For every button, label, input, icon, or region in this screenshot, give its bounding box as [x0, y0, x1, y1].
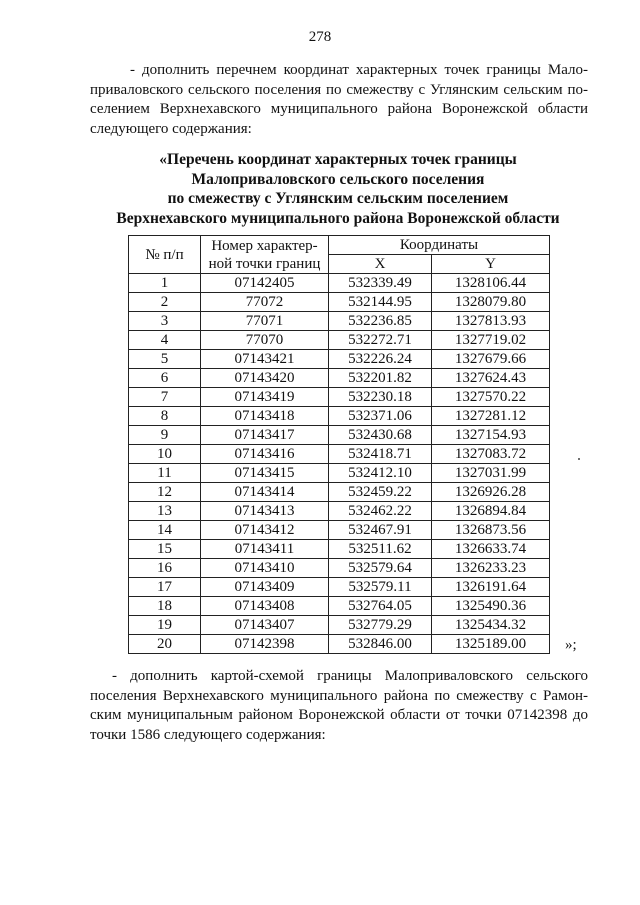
table-row: [129, 635, 550, 654]
table-row: [129, 350, 550, 369]
outro-paragraph: [90, 667, 588, 745]
cell-num: 12: [129, 483, 201, 502]
intro-line-2: приваловского сельского поселения по смежеству с Углянским сельским по-: [90, 81, 588, 98]
cell-y: 1328106.44: [432, 274, 550, 293]
table-row: [129, 559, 550, 578]
cell-num: 10: [129, 445, 201, 464]
cell-num: 15: [129, 540, 201, 559]
table-row: [129, 445, 550, 464]
cell-num: 19: [129, 616, 201, 635]
table-title-line-3: по смежеству с Углянским сельским поселением: [167, 190, 509, 207]
outro-line-3: ским муниципальным районом Воронежской области от точки 07142398 до: [90, 707, 588, 723]
cell-point: 07143409: [201, 578, 329, 597]
cell-y: 1326894.84: [432, 502, 550, 521]
cell-y: 1328079.80: [432, 293, 550, 312]
table-row: [129, 274, 550, 293]
table-title-line-4: Верхнехавского муниципального района Воронежской области: [116, 209, 560, 227]
cell-y: 1325189.00: [432, 635, 550, 654]
cell-y: 1326633.74: [432, 540, 550, 559]
header-point-line-2: ной точки границ: [208, 255, 321, 272]
table-title: [90, 150, 586, 228]
cell-point: 07143420: [201, 369, 329, 388]
cell-point: 07142405: [201, 274, 329, 293]
cell-num: 5: [129, 350, 201, 369]
cell-x: 532764.05: [329, 597, 432, 616]
header-num: № п/п: [129, 236, 201, 274]
cell-num: 9: [129, 426, 201, 445]
cell-y: 1327083.72: [432, 445, 550, 464]
cell-x: 532201.82: [329, 369, 432, 388]
cell-x: 532371.06: [329, 407, 432, 426]
cell-x: 532511.62: [329, 540, 432, 559]
table-row: [129, 521, 550, 540]
stray-mark: [578, 458, 580, 460]
intro-line-4: следующего содержания:: [90, 120, 252, 137]
table-row: [129, 502, 550, 521]
cell-x: 532579.11: [329, 578, 432, 597]
cell-y: 1327281.12: [432, 407, 550, 426]
table-row: [129, 331, 550, 350]
header-point-line-1: Номер характер-: [211, 237, 318, 254]
table-row: [129, 540, 550, 559]
table-row: [129, 616, 550, 635]
cell-y: 1326191.64: [432, 578, 550, 597]
table-row: [129, 388, 550, 407]
header-point: [201, 236, 329, 274]
table-title-line-1: «Перечень координат характерных точек границы: [159, 151, 517, 168]
cell-point: 07143407: [201, 616, 329, 635]
cell-point: 07143415: [201, 464, 329, 483]
intro-line-1: - дополнить перечнем координат характерных точек границы Мало-: [130, 62, 588, 78]
table-row: [129, 578, 550, 597]
cell-x: 532579.64: [329, 559, 432, 578]
cell-num: 18: [129, 597, 201, 616]
cell-point: 07143419: [201, 388, 329, 407]
cell-point: 07143414: [201, 483, 329, 502]
page-number: 278: [308, 29, 332, 45]
table-row: [129, 293, 550, 312]
cell-x: 532339.49: [329, 274, 432, 293]
cell-y: 1327719.02: [432, 331, 550, 350]
cell-point: 07143413: [201, 502, 329, 521]
cell-point: 77071: [201, 312, 329, 331]
cell-x: 532412.10: [329, 464, 432, 483]
table-closing-quote: »;: [565, 637, 577, 653]
cell-y: 1326233.23: [432, 559, 550, 578]
header-coords: Координаты: [329, 236, 550, 255]
cell-y: 1327570.22: [432, 388, 550, 407]
cell-point: 07143417: [201, 426, 329, 445]
cell-x: 532236.85: [329, 312, 432, 331]
cell-num: 17: [129, 578, 201, 597]
cell-x: 532226.24: [329, 350, 432, 369]
table-row: [129, 369, 550, 388]
cell-point: 77072: [201, 293, 329, 312]
cell-point: 07143411: [201, 540, 329, 559]
table-row: [129, 407, 550, 426]
cell-point: 07142398: [201, 635, 329, 654]
cell-x: 532430.68: [329, 426, 432, 445]
cell-x: 532462.22: [329, 502, 432, 521]
cell-x: 532846.00: [329, 635, 432, 654]
cell-y: 1327624.43: [432, 369, 550, 388]
table-row: [129, 464, 550, 483]
cell-x: 532459.22: [329, 483, 432, 502]
cell-point: 07143416: [201, 445, 329, 464]
outro-line-2: поселения Верхнехавского муниципального района по смежеству с Рамон-: [90, 687, 588, 704]
cell-x: 532418.71: [329, 445, 432, 464]
cell-y: 1327154.93: [432, 426, 550, 445]
cell-y: 1327679.66: [432, 350, 550, 369]
cell-num: 6: [129, 369, 201, 388]
cell-num: 4: [129, 331, 201, 350]
header-y: Y: [432, 255, 550, 274]
intro-paragraph: [90, 61, 588, 139]
cell-x: 532230.18: [329, 388, 432, 407]
cell-point: 07143410: [201, 559, 329, 578]
header-x: X: [329, 255, 432, 274]
table-row: [129, 312, 550, 331]
cell-point: 07143421: [201, 350, 329, 369]
cell-num: 14: [129, 521, 201, 540]
cell-y: 1326926.28: [432, 483, 550, 502]
coordinates-table: [128, 235, 550, 654]
cell-num: 2: [129, 293, 201, 312]
cell-point: 77070: [201, 331, 329, 350]
cell-y: 1325434.32: [432, 616, 550, 635]
outro-line-1: - дополнить картой-схемой границы Малоприваловского сельского: [112, 668, 588, 684]
table-body: [129, 274, 550, 654]
cell-y: 1326873.56: [432, 521, 550, 540]
intro-line-3: селением Верхнехавского муниципального района Воронежской области: [90, 101, 588, 117]
cell-num: 1: [129, 274, 201, 293]
cell-num: 7: [129, 388, 201, 407]
cell-num: 13: [129, 502, 201, 521]
cell-point: 07143408: [201, 597, 329, 616]
cell-point: 07143412: [201, 521, 329, 540]
cell-y: 1325490.36: [432, 597, 550, 616]
cell-x: 532144.95: [329, 293, 432, 312]
table-title-line-2: Малоприваловского сельского поселения: [191, 170, 485, 188]
table-row: [129, 426, 550, 445]
cell-x: 532779.29: [329, 616, 432, 635]
cell-num: 8: [129, 407, 201, 426]
outro-line-4: точки 1586 следующего содержания:: [90, 726, 326, 743]
cell-point: 07143418: [201, 407, 329, 426]
cell-num: 16: [129, 559, 201, 578]
cell-num: 11: [129, 464, 201, 483]
table-row: [129, 597, 550, 616]
cell-x: 532272.71: [329, 331, 432, 350]
cell-num: 20: [129, 635, 201, 654]
cell-x: 532467.91: [329, 521, 432, 540]
table-row: [129, 483, 550, 502]
cell-num: 3: [129, 312, 201, 331]
cell-y: 1327031.99: [432, 464, 550, 483]
cell-y: 1327813.93: [432, 312, 550, 331]
